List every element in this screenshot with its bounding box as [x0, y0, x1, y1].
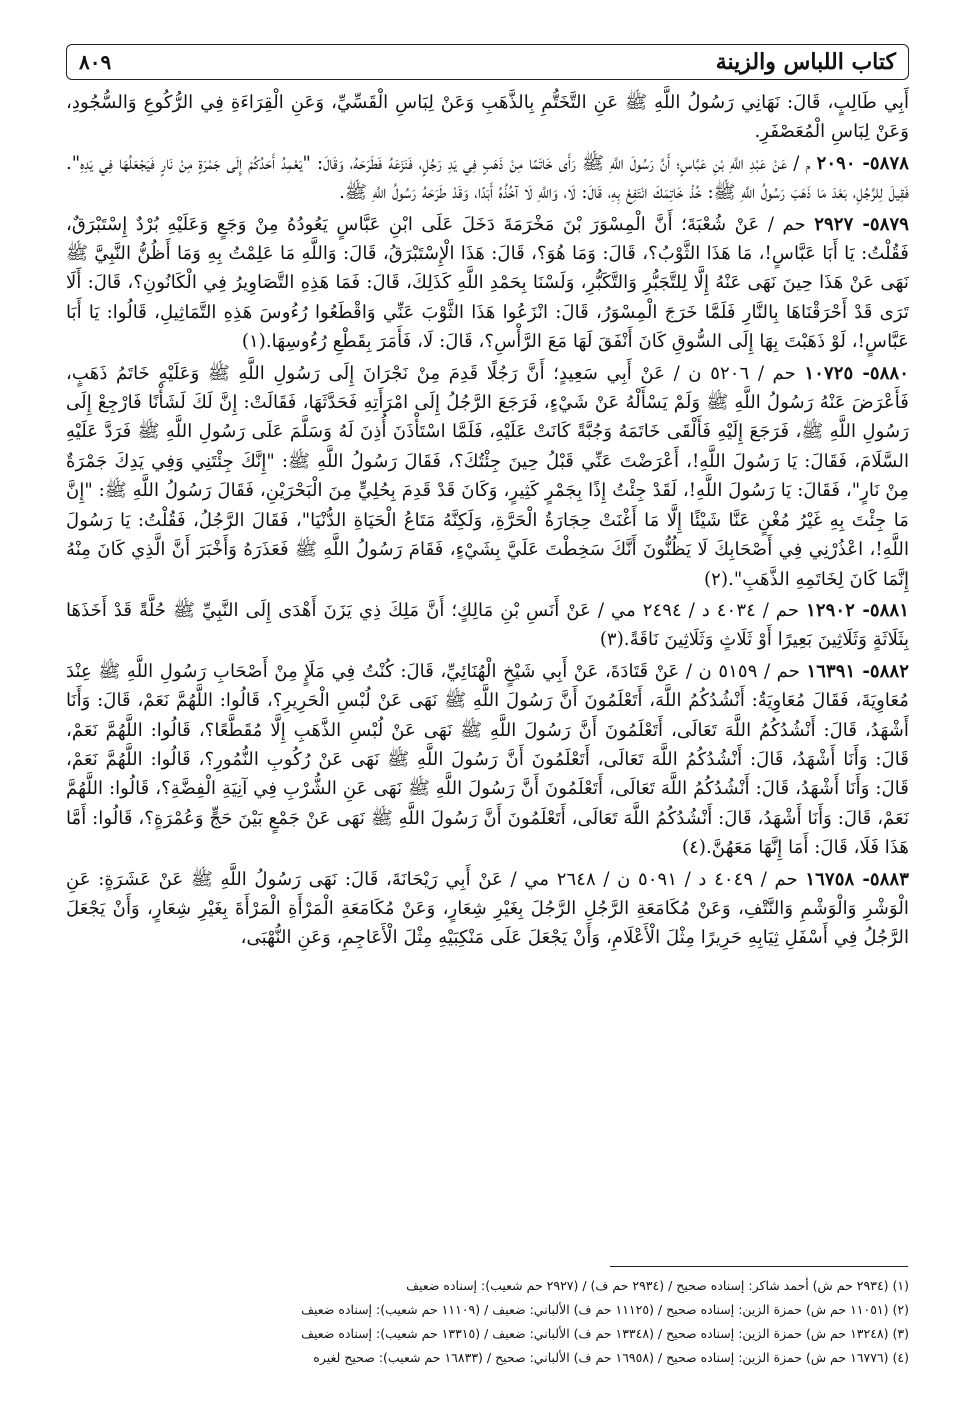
- hadith-number: ٥٨٨٢- ١٦٣٩١: [806, 660, 909, 682]
- hadith-text: حم / ٤٠٣٤ د / ٢٤٩٤ مي / عَنْ أَنَسِ بْنِ مَالِكٍ؛ أَنَّ مَلِكَ ذِي يَزَنَ أَهْدَى إِلَى النَّبِيِّ ﷺ حُلَّةً قَدْ أَخَذَهَا بِثَلَاثَةٍ وَثَلَاثِينَ بَعِيرًا أَوْ ثَلَاثٍ وَثَلَاثِينَ نَاقَةً.(٣): [66, 599, 909, 651]
- hadith-text: حم / ٥٢٠٦ ن / عَنْ أَبِي سَعِيدٍ؛ أَنَّ رَجُلًا قَدِمَ مِنْ نَجْرَانَ إِلَى رَسُولِ اللَّهِ ﷺ وَعَلَيْهِ خَاتَمُ ذَهَبٍ، فَأَعْرَضَ عَنْهُ رَسُولُ اللَّهِ ﷺ وَلَمْ يَسْأَلْهُ عَنْ شَيْءٍ، فَرَجَعَ الرَّجُلُ إِلَى امْرَأَتِهِ فَحَدَّثَهَا، فَقَالَتْ: إِنَّ لَكَ لَشَأْنًا فَارْجِعْ إِلَى رَسُولِ اللَّهِ ﷺ، فَرَجَعَ إِلَيْهِ فَأَلْقَى خَاتَمَهُ وَجُبَّةً كَانَتْ عَلَيْهِ، فَلَمَّا اسْتَأْذَنَ أُذِنَ لَهُ وَسَلَّمَ عَلَى رَسُولِ اللَّهِ ﷺ فَرَدَّ عَلَيْهِ السَّلَامَ، فَقَالَ: يَا رَسُولَ اللَّهِ!، أَعْرَضْتَ عَنِّي قَبْلُ حِينَ جِئْتُكَ؟، فَقَالَ رَسُولُ اللَّهِ ﷺ: "إِنَّكَ جِئْتَنِي وَفِي يَدِكَ جَمْرَةٌ مِنْ نَارٍ"، فَقَالَ: يَا رَسُولَ اللَّهِ!، لَقَدْ جِئْتُ إِذًا بِجَمْرٍ كَثِيرٍ، وَكَانَ قَدْ قَدِمَ بِحُلِيٍّ مِنَ الْبَحْرَيْنِ، فَقَالَ رَسُولُ اللَّهِ ﷺ: "إِنَّ مَا جِئْتَ بِهِ غَيْرُ مُغْنٍ عَنَّا شَيْئًا إِلَّا مَا أَغْنَتْ حِجَارَةُ الْحَرَّةِ، وَلَكِنَّهُ مَتَاعُ الْحَيَاةِ الدُّنْيَا"، فَقَالَ الرَّجُلُ، فَقُلْتُ: يَا رَسُولَ اللَّهِ!، اعْذُرْنِي فِي أَصْحَابِكَ لَا يَظُنُّونَ أَنَّكَ سَخِطْتَ عَلَيَّ بِشَيْءٍ، فَقَامَ رَسُولُ اللَّهِ ﷺ فَعَذَرَهُ وَأَخْبَرَ أَنَّ الَّذِي كَانَ مِنْهُ إِنَّمَا كَانَ لِخَاتَمِهِ الذَّهَبِ".(٢): [66, 362, 909, 590]
- continuation-text: أَبِي طَالِبٍ، قَالَ: نَهَانِي رَسُولُ اللَّهِ ﷺ عَنِ التَّخَتُّمِ بِالذَّهَبِ وَعَنْ لِبَاسِ الْقَسِّيِّ، وَعَنِ الْقِرَاءَةِ فِي الرُّكُوعِ وَالسُّجُودِ، وَعَنْ لِبَاسِ الْمُعَصْفَرِ.: [66, 92, 909, 143]
- hadith-number: ٥٨٧٩- ٢٩٢٧: [814, 213, 909, 235]
- hadith-5882: [66, 657, 909, 863]
- running-header: [66, 44, 909, 80]
- footnote-4: (٤) (١٦٧٧٦ حم ش) حمزة الزين: إسناده صحيح / (١٦٩٥٨ حم ف) الألباني: صحيح / (١٦٨٣٣ حم شعيب): صحيح لغيره: [313, 1350, 909, 1365]
- hadith-5881: [66, 596, 909, 655]
- footnotes: [66, 1274, 909, 1370]
- hadith-5878: [66, 149, 909, 208]
- hadith-text: حم / ٤٠٤٩ د / ٥٠٩١ ن / ٢٦٤٨ مي / عَنْ أَبِي رَيْحَانَةَ، قَالَ: نَهَى رَسُولُ اللَّهِ ﷺ عَنْ عَشَرَةٍ: عَنِ الْوَشْرِ وَالْوَشْمِ وَالنَّتْفِ، وَعَنْ مُكَامَعَةِ الرَّجُلِ الرَّجُلَ بِغَيْرِ شِعَارٍ، وَعَنْ مُكَامَعَةِ الْمَرْأَةِ الْمَرْأَةَ بِغَيْرِ شِعَارٍ، وَأَنْ يَجْعَلَ الرَّجُلُ فِي أَسْفَلِ ثِيَابِهِ حَرِيرًا مِثْلَ الْأَعْلَامِ، وَأَنْ يَجْعَلَ عَلَى مَنْكِبَيْهِ مِثْلَ الْأَعَاجِمِ، وَعَنِ النُّهْبَى،: [66, 868, 909, 949]
- hadith-text: حم / عَنْ شُعْبَةَ؛ أَنَّ الْمِسْوَرَ بْنَ مَخْرَمَةَ دَخَلَ عَلَى ابْنِ عَبَّاسٍ يَعُودُهُ مِنْ وَجَعٍ وَعَلَيْهِ بُرْدٌ إِسْتَبْرَقٌ، فَقُلْتُ: يَا أَبَا عَبَّاسٍ!، مَا هَذَا الثَّوْبُ؟، قَالَ: وَمَا هُوَ؟، قَالَ: هَذَا الْإِسْتَبْرَقُ، قَالَ: وَاللَّهِ مَا عَلِمْتُ بِهِ وَمَا أَظُنُّ النَّبِيَّ ﷺ نَهَى عَنْ هَذَا حِينَ نَهَى عَنْهُ إِلَّا لِلتَّجَبُّرِ وَالتَّكَبُّرِ، وَلَسْنَا بِحَمْدِ اللَّهِ كَذَلِكَ، قَالَ: فَمَا هَذِهِ التَّصَاوِيرُ فِي الْكَانُونِ؟، قَالَ: أَلَا تَرَى قَدْ أَحْرَقْنَاهَا بِالنَّارِ فَلَمَّا خَرَجَ الْمِسْوَرُ، قَالَ: انْزَعُوا هَذَا الثَّوْبَ عَنِّي وَاقْطَعُوا رُءُوسَ هَذِهِ التَّمَاثِيلِ، قَالُوا: يَا أَبَا عَبَّاسٍ!، لَوْ ذَهَبْتَ بِهَا إِلَى السُّوقِ كَانَ أَنْفَقَ لَهَا مَعَ الرَّأْسِ؟، قَالَ: لَا، فَأَمَرَ بِقَطْعِ رُءُوسِهَا.(١): [66, 213, 909, 353]
- hadith-5880: [66, 359, 909, 594]
- footnote-separator: [610, 1266, 908, 1267]
- footnote-3: (٣) (١٣٢٤٨ حم ش) حمزة الزين: إسناده صحيح / (١٣٣٤٨ حم ف) الألباني: ضعيف / (١٣٣١٥ حم شعيب): إسناده ضعيف: [301, 1326, 909, 1341]
- hadith-5879: [66, 210, 909, 357]
- book-title: كتاب اللباس والزينة: [715, 49, 896, 75]
- page-body: [66, 88, 909, 953]
- hadith-text: م / عَنْ عَبْدِ اللَّهِ بْنِ عَبَّاسٍ؛ أَنَّ رَسُولَ اللَّهِ ﷺ رَأَى خَاتَمًا مِنْ ذَهَبٍ فِي يَدِ رَجُلٍ، فَنَزَعَهُ فَطَرَحَهُ، وَقَالَ: "يَعْمِدُ أَحَدُكُمْ إِلَى جَمْرَةٍ مِنْ نَارٍ فَيَجْعَلُهَا فِي يَدِهِ". فَقِيلَ لِلرَّجُلِ، بَعْدَ مَا ذَهَبَ رَسُولُ اللَّهِ ﷺ: خُذْ خَاتِمَكَ انْتَفِعْ بِهِ، قَالَ: لَا، وَاللَّهِ لَا آخُذُهُ أَبَدًا، وَقَدْ طَرَحَهُ رَسُولُ اللَّهِ ﷺ.: [66, 152, 909, 204]
- page-number: ٨٠٩: [79, 50, 112, 74]
- hadith-number: ٥٨٨٠- ١٠٧٢٥: [804, 362, 909, 384]
- hadith-number: ٥٨٨٣- ١٦٧٥٨: [805, 868, 909, 890]
- footnote-2: (٢) (١١٠٥١ حم ش) حمزة الزين: إسناده صحيح / (١١١٢٥ حم ف) الألباني: ضعيف / (١١١٠٩ حم شعيب): إسناده ضعيف: [301, 1302, 909, 1317]
- hadith-number: ٥٨٨١- ١٢٩٠٢: [806, 599, 909, 621]
- hadith-number: ٥٨٧٨- ٢٠٩٠: [816, 152, 909, 174]
- hadith-5883: [66, 865, 909, 953]
- hadith-text: حم / ٥١٥٩ ن / عَنْ قَتَادَةَ، عَنْ أَبِي شَيْخٍ الْهُنَائِيِّ، قَالَ: كُنْتُ فِي مَلَإٍ مِنْ أَصْحَابِ رَسُولِ اللَّهِ ﷺ عِنْدَ مُعَاوِيَةَ، فَقَالَ مُعَاوِيَةُ: أَنْشُدُكُمُ اللَّهَ، أَتَعْلَمُونَ أَنَّ رَسُولَ اللَّهِ ﷺ نَهَى عَنْ لُبْسِ الْحَرِيرِ؟، قَالُوا: اللَّهُمَّ نَعَمْ، قَالَ: وَأَنَا أَشْهَدُ، قَالَ: أَنْشُدُكُمُ اللَّهَ تَعَالَى، أَتَعْلَمُونَ أَنَّ رَسُولَ اللَّهِ ﷺ نَهَى عَنْ لُبْسِ الذَّهَبِ إِلَّا مُقَطَّعًا؟، قَالُوا: اللَّهُمَّ نَعَمْ، قَالَ: وَأَنَا أَشْهَدُ، قَالَ: أَنْشُدُكُمُ اللَّهَ تَعَالَى، أَتَعْلَمُونَ أَنَّ رَسُولَ اللَّهِ ﷺ نَهَى عَنْ رُكُوبِ النُّمُورِ؟، قَالُوا: اللَّهُمَّ نَعَمْ، قَالَ: وَأَنَا أَشْهَدُ، قَالَ: أَنْشُدُكُمُ اللَّهَ تَعَالَى، أَتَعْلَمُونَ أَنَّ رَسُولَ اللَّهِ ﷺ نَهَى عَنِ الشُّرْبِ فِي آنِيَةِ الْفِضَّةِ؟، قَالُوا: اللَّهُمَّ نَعَمْ، قَالَ: وَأَنَا أَشْهَدُ، قَالَ: أَنْشُدُكُمُ اللَّهَ تَعَالَى، أَتَعْلَمُونَ أَنَّ رَسُولَ اللَّهِ ﷺ نَهَى عَنْ جَمْعٍ بَيْنَ حَجٍّ وَعُمْرَةٍ؟، قَالُوا: أَمَّا هَذَا فَلَا، قَالَ: أَمَا إِنَّهَا مَعَهُنَّ.(٤): [66, 660, 909, 859]
- footnote-1: (١) (٢٩٣٤ حم ش) أحمد شاكر: إسناده صحيح / (٢٩٣٤ حم ف) / (٢٩٢٧ حم شعيب): إسناده ضعيف: [406, 1278, 909, 1293]
